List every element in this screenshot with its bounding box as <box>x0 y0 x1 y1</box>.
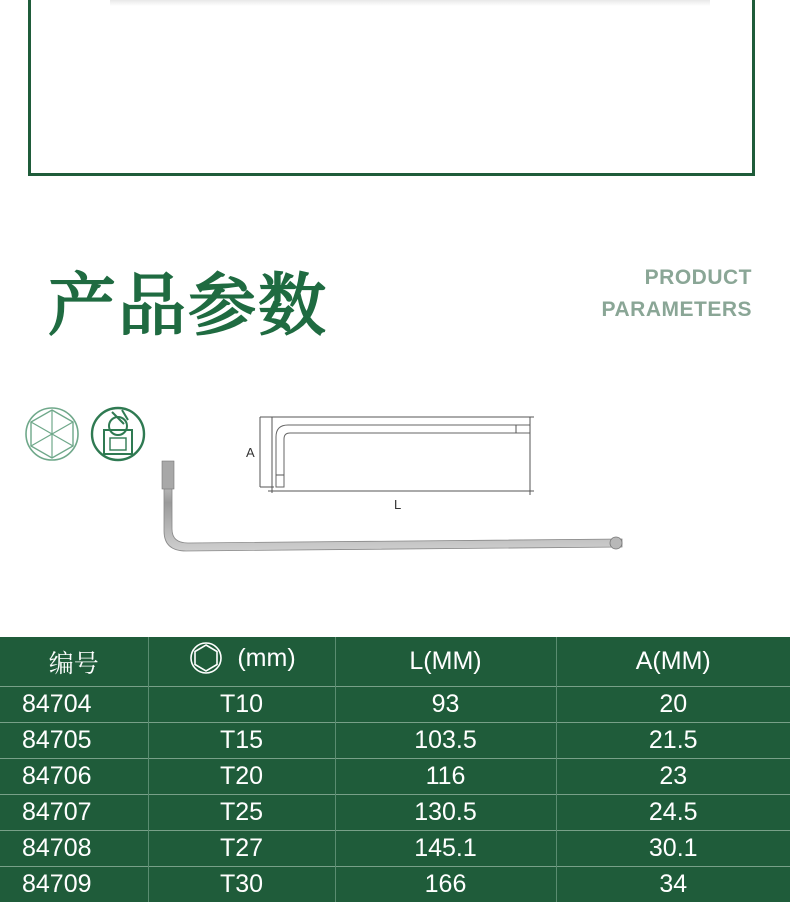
page-subtitle <box>602 262 752 326</box>
cell-a: 34 <box>556 867 790 903</box>
cell-id: 84705 <box>0 723 148 759</box>
cell-l: 116 <box>335 759 556 795</box>
subtitle-line-1: PRODUCT <box>644 266 752 289</box>
cell-size: T25 <box>148 795 335 831</box>
cell-a: 30.1 <box>556 831 790 867</box>
table-row <box>0 795 790 831</box>
wrench-image <box>162 461 622 551</box>
hexagon-icon <box>187 641 225 675</box>
dim-a-label: A <box>246 445 255 460</box>
col-header-a: A(MM) <box>556 637 790 687</box>
col-header-size <box>148 637 335 687</box>
cell-l: 145.1 <box>335 831 556 867</box>
product-diagram <box>150 405 630 565</box>
cell-a: 23 <box>556 759 790 795</box>
dimension-drawing <box>260 417 534 495</box>
cell-size: T15 <box>148 723 335 759</box>
cell-l: 130.5 <box>335 795 556 831</box>
cell-id: 84706 <box>0 759 148 795</box>
table-row <box>0 867 790 903</box>
cell-id: 84709 <box>0 867 148 903</box>
cell-a: 24.5 <box>556 795 790 831</box>
cell-id: 84704 <box>0 687 148 723</box>
cell-l: 93 <box>335 687 556 723</box>
cell-a: 21.5 <box>556 723 790 759</box>
cell-a: 20 <box>556 687 790 723</box>
cell-size: T20 <box>148 759 335 795</box>
ball-end-icon <box>92 408 144 460</box>
top-frame <box>28 0 755 176</box>
subtitle-line-2: PARAMETERS <box>601 298 752 321</box>
dim-l-label: L <box>394 497 402 512</box>
cell-size: T27 <box>148 831 335 867</box>
cell-l: 103.5 <box>335 723 556 759</box>
table-header-row <box>0 637 790 687</box>
hex-segment-icon <box>26 408 78 460</box>
table-row <box>0 759 790 795</box>
parameters-table <box>0 637 790 902</box>
col-header-id: 编号 <box>0 637 148 687</box>
table-row <box>0 723 790 759</box>
table-row <box>0 687 790 723</box>
cell-size: T30 <box>148 867 335 903</box>
cell-id: 84708 <box>0 831 148 867</box>
page-title: 产品参数 <box>48 267 329 346</box>
cell-id: 84707 <box>0 795 148 831</box>
table-row <box>0 831 790 867</box>
feature-icons <box>24 404 149 464</box>
top-shadow <box>110 0 710 6</box>
cell-l: 166 <box>335 867 556 903</box>
cell-size: T10 <box>148 687 335 723</box>
col-header-size-label: (mm) <box>237 643 296 672</box>
col-header-l: L(MM) <box>335 637 556 687</box>
